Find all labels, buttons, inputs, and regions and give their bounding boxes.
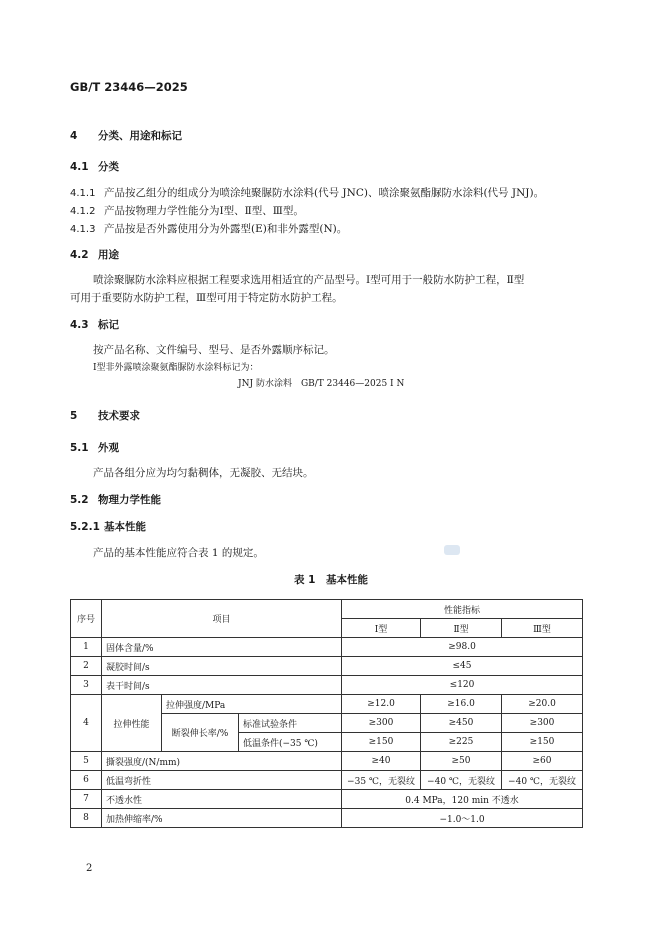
row-value: ≤120	[342, 676, 583, 695]
row-no: 4	[71, 695, 102, 752]
clause-number: 4.1.2	[70, 206, 96, 217]
section-title: 技术要求	[98, 410, 140, 422]
header-index: 性能指标	[342, 600, 583, 619]
row-condition: 标准试验条件	[239, 714, 342, 733]
row-value-type-3: ≥60	[502, 752, 583, 771]
row-no: 2	[71, 657, 102, 676]
row-condition: 低温条件(−35 ℃)	[239, 733, 342, 752]
row-item: 固体含量/%	[102, 638, 342, 657]
row-value: 0.4 MPa，120 min 不透水	[342, 790, 583, 809]
clause-4-1-3	[70, 221, 347, 236]
section-5-2-1-heading	[70, 519, 146, 534]
row-no: 6	[71, 771, 102, 790]
paragraph-basic-performance: 产品的基本性能应符合表 1 的规定。	[93, 547, 264, 559]
clause-4-1-1	[70, 185, 544, 200]
section-5-heading	[70, 408, 140, 423]
row-item: 加热伸缩率/%	[102, 809, 342, 828]
section-title: 分类、用途和标记	[98, 130, 182, 142]
row-value-type-1: −35 ℃，无裂纹	[342, 771, 421, 790]
section-title: 基本性能	[104, 521, 146, 533]
page-number: 2	[86, 863, 93, 874]
table-row	[71, 752, 583, 771]
row-subitem: 断裂伸长率/%	[162, 714, 239, 752]
row-item: 撕裂强度/(N/mm)	[102, 752, 342, 771]
row-item: 低温弯折性	[102, 771, 342, 790]
header-item: 项目	[102, 600, 342, 638]
section-5-1-heading	[70, 440, 119, 455]
clause-4-1-2	[70, 203, 304, 218]
row-value-type-2: ≥450	[421, 714, 502, 733]
row-value-type-1: ≥300	[342, 714, 421, 733]
row-value-type-1: ≥12.0	[342, 695, 421, 714]
clause-text: 产品按是否外露使用分为外露型(E)和非外露型(N)。	[104, 223, 348, 235]
row-item: 不透水性	[102, 790, 342, 809]
paragraph-usage-line1: 喷涂聚脲防水涂料应根据工程要求选用相适宜的产品型号。Ⅰ型可用于一般防水防护工程，Ⅱ型	[93, 274, 525, 286]
row-no: 7	[71, 790, 102, 809]
section-number: 5.1	[70, 442, 89, 454]
row-no: 3	[71, 676, 102, 695]
row-item: 表干时间/s	[102, 676, 342, 695]
row-item: 拉伸性能	[102, 695, 162, 752]
section-number: 4.3	[70, 319, 89, 331]
row-item: 凝胶时间/s	[102, 657, 342, 676]
standard-number: GB/T 23446—2025	[70, 80, 188, 94]
basic-performance-table	[70, 599, 583, 828]
row-value: ≤45	[342, 657, 583, 676]
row-value: ≥98.0	[342, 638, 583, 657]
section-number: 4.2	[70, 249, 89, 261]
row-no: 8	[71, 809, 102, 828]
header-type-2: Ⅱ型	[421, 619, 502, 638]
row-value-type-2: ≥16.0	[421, 695, 502, 714]
table-row	[71, 695, 583, 714]
paragraph-marking: 按产品名称、文件编号、型号、是否外露顺序标记。	[93, 344, 335, 356]
table-row	[71, 790, 583, 809]
section-4-2-heading	[70, 247, 119, 262]
section-title: 用途	[98, 249, 119, 261]
row-value-type-3: ≥150	[502, 733, 583, 752]
section-title: 物理力学性能	[98, 494, 161, 506]
row-subitem: 拉伸强度/MPa	[162, 695, 342, 714]
row-value-type-2: ≥50	[421, 752, 502, 771]
header-no: 序号	[71, 600, 102, 638]
table-row	[71, 638, 583, 657]
marking-example: JNJ 防水涂料 GB/T 23446—2025 Ⅰ N	[238, 379, 405, 389]
section-number: 5.2	[70, 494, 89, 506]
section-4-1-heading	[70, 159, 119, 174]
row-no: 1	[71, 638, 102, 657]
clause-number: 4.1.1	[70, 188, 96, 199]
row-value-type-3: −40 ℃，无裂纹	[502, 771, 583, 790]
row-value-type-1: ≥40	[342, 752, 421, 771]
row-value-type-3: ≥300	[502, 714, 583, 733]
table-header-row	[71, 600, 583, 619]
table-row	[71, 657, 583, 676]
section-number: 4.1	[70, 161, 89, 173]
row-no: 5	[71, 752, 102, 771]
header-type-1: Ⅰ型	[342, 619, 421, 638]
clause-number: 4.1.3	[70, 224, 96, 235]
table-caption: 表 1 基本性能	[294, 574, 368, 586]
section-title: 分类	[98, 161, 119, 173]
clause-text: 产品按物理力学性能分为Ⅰ型、Ⅱ型、Ⅲ型。	[104, 205, 304, 217]
row-value-type-2: −40 ℃，无裂纹	[421, 771, 502, 790]
marking-example-label: Ⅰ型非外露喷涂聚氨酯脲防水涂料标记为：	[93, 363, 259, 373]
paragraph-appearance: 产品各组分应为均匀黏稠体，无凝胶、无结块。	[93, 467, 314, 479]
row-value: −1.0～1.0	[342, 809, 583, 828]
watermark-logo	[444, 545, 460, 555]
table-row	[71, 676, 583, 695]
section-4-3-heading	[70, 317, 119, 332]
row-value-type-1: ≥150	[342, 733, 421, 752]
table-row	[71, 809, 583, 828]
section-number: 4	[70, 130, 78, 142]
section-number: 5	[70, 410, 78, 422]
paragraph-usage-line2: 可用于重要防水防护工程，Ⅲ型可用于特定防水防护工程。	[70, 292, 343, 304]
header-type-3: Ⅲ型	[502, 619, 583, 638]
section-number: 5.2.1	[70, 521, 100, 533]
table-row	[71, 771, 583, 790]
row-value-type-2: ≥225	[421, 733, 502, 752]
section-title: 外观	[98, 442, 119, 454]
clause-text: 产品按乙组分的组成分为喷涂纯聚脲防水涂料(代号 JNC)、喷涂聚氨酯脲防水涂料(代号 JNJ)。	[104, 187, 545, 199]
section-5-2-heading	[70, 492, 161, 507]
row-value-type-3: ≥20.0	[502, 695, 583, 714]
section-4-heading	[70, 128, 182, 143]
section-title: 标记	[98, 319, 119, 331]
